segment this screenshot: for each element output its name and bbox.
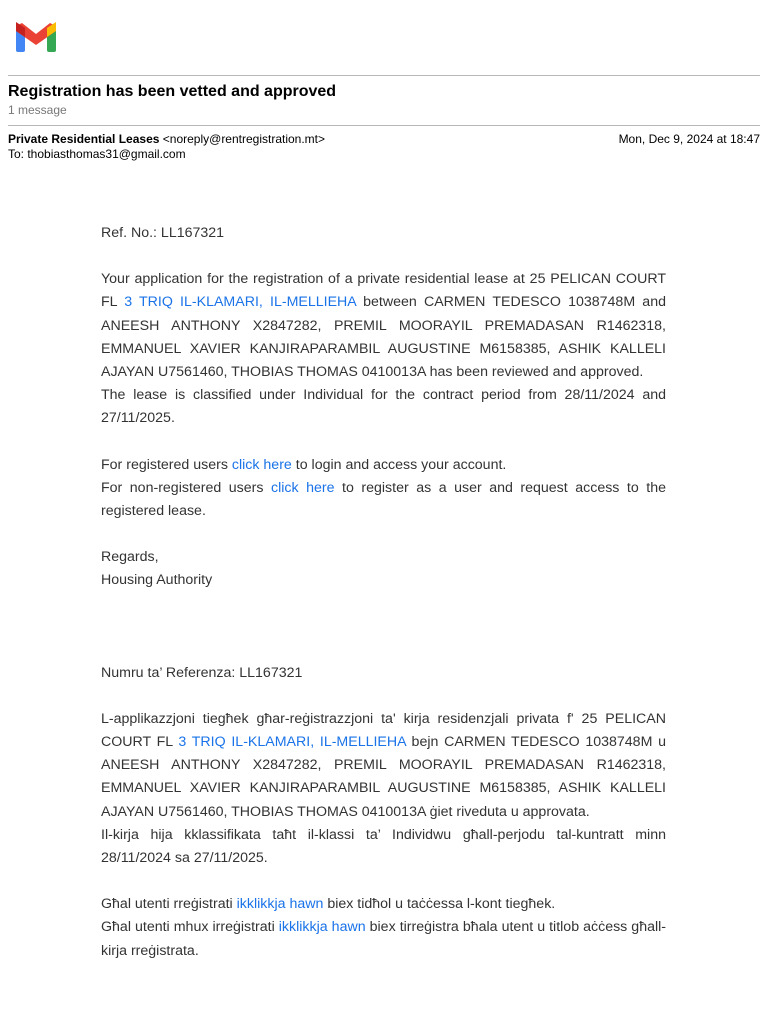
sender-name: Private Residential Leases: [8, 132, 160, 146]
sender-email: <noreply@rentregistration.mt>: [162, 132, 326, 146]
regards: Regards,: [101, 549, 159, 566]
register-link[interactable]: click here: [271, 479, 335, 496]
reference-number-mt: Numru ta’ Referenza: LL167321: [101, 664, 303, 681]
address-link[interactable]: 3 TRIQ IL-KLAMARI, IL-MELLIEHA: [124, 294, 356, 311]
classification-paragraph: The lease is classified under Individual for the contract period from 28/11/2024 and 27/11/2025.: [101, 387, 666, 427]
application-paragraph-mt: L-applikazzjoni tiegħek għar-reġistrazzjoni ta' kirja residenzjali privata f' 25 PELICAN COURT FL 3 TRIQ IL-KLAMARI, IL-MELLIEHA bejn CARMEN TEDESCO 1038748M u ANEESH ANTHONY X2847282, PREMIL MOORAYIL PREMADASAN R1462318, EMMANUEL XAVIER KANJIRAPARAMBIL AUGUSTINE M6158385, ASHIK KALLELI AJAYAN U7561460, THOBIAS THOMAS 0410013A ġiet riveduta u approvata.: [101, 710, 666, 820]
reference-number: Ref. No.: LL167321: [101, 225, 225, 241]
email-date: Mon, Dec 9, 2024 at 18:47: [618, 132, 760, 146]
login-link-mt[interactable]: ikklikkja hawn: [236, 896, 324, 913]
recipient-line: To: thobiasthomas31@gmail.com: [8, 147, 186, 161]
login-link[interactable]: click here: [231, 456, 292, 473]
application-paragraph: Your application for the registration of a private residential lease at 25 PELICAN COURT FL 3 TRIQ IL-KLAMARI, IL-MELLIEHA between CARMEN TEDESCO 1038748M and ANEESH ANTHONY X2847282, PREMIL MOORAYIL PREMADASAN R1462318, EMMANUEL XAVIER KANJIRAPARAMBIL AUGUSTINE M6158385, ASHIK KALLELI AJAYAN U7561460, THOBIAS THOMAS 0410013A has been reviewed and approved.: [101, 271, 666, 381]
registered-users-line-mt: Għal utenti rreġistrati ikklikkja hawn biex tidħol u taċċessa l-kont tiegħek.: [101, 896, 556, 913]
sender-line: [8, 132, 325, 146]
nonregistered-users-line-mt: Għal utenti mhux irreġistrati ikklikkja hawn biex tirreġistra bħala utent u titlob aċċess għall-kirja rreġistrata.: [101, 919, 666, 959]
message-count: 1 message: [8, 103, 67, 117]
nonregistered-users-line: For non-registered users click here to register as a user and request access to the registered lease.: [101, 479, 666, 520]
header-divider: [8, 75, 760, 76]
registered-users-line: For registered users click here to login and access your account.: [101, 456, 507, 473]
meta-divider: [8, 125, 760, 126]
register-link-mt[interactable]: ikklikkja hawn: [278, 919, 366, 936]
address-link-mt[interactable]: 3 TRIQ IL-KLAMARI, IL-MELLIEHA: [178, 734, 406, 751]
signature: Housing Authority: [101, 572, 213, 589]
classification-paragraph-mt: Il-kirja hija kklassifikata taħt il-klassi ta’ Individwu għall-perjodu tal-kuntratt minn 28/11/2024 sa 27/11/2025.: [101, 826, 666, 867]
gmail-logo: [16, 22, 56, 52]
email-subject: Registration has been vetted and approved: [8, 83, 337, 100]
email-body: [101, 222, 666, 963]
